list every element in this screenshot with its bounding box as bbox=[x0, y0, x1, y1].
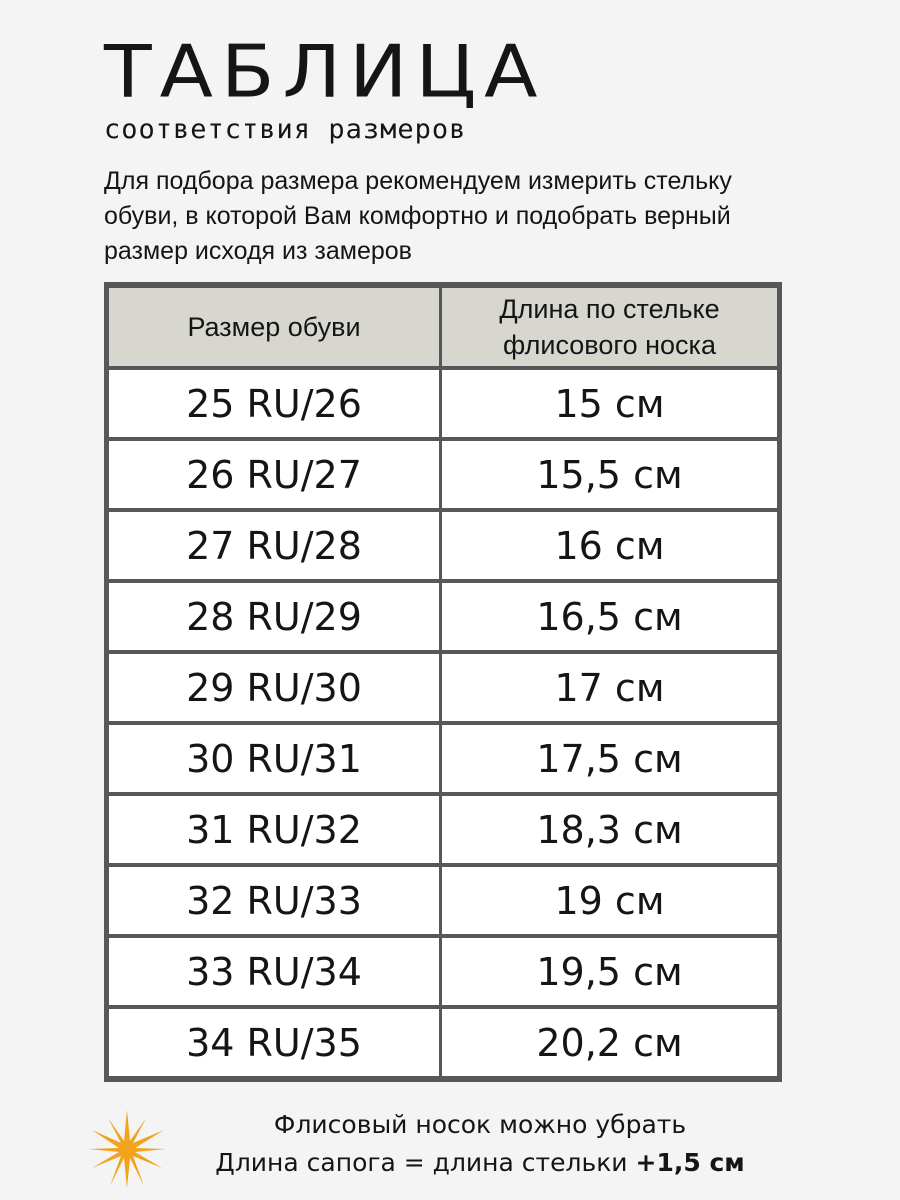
cell-shoe-size: 32 RU/33 bbox=[106, 867, 442, 934]
table-row bbox=[106, 1009, 780, 1076]
table-row bbox=[106, 370, 780, 437]
table-row bbox=[106, 512, 780, 579]
table-row bbox=[106, 654, 780, 721]
intro-text: Для подбора размера рекомендуем измерить стельку обуви, в которой Вам комфортно и подобрать верный размер исходя из замеров bbox=[104, 167, 732, 265]
cell-shoe-size: 31 RU/32 bbox=[106, 796, 442, 863]
table-row bbox=[106, 938, 780, 1005]
cell-insole-length: 17 см bbox=[442, 654, 780, 721]
cell-insole-length: 17,5 см bbox=[442, 725, 780, 792]
cell-shoe-size: 28 RU/29 bbox=[106, 583, 442, 650]
formula-text: Длина сапога = длина стельки bbox=[215, 1148, 636, 1177]
cell-shoe-size: 34 RU/35 bbox=[106, 1009, 442, 1076]
cell-insole-length: 18,3 см bbox=[442, 796, 780, 863]
cell-shoe-size: 27 RU/28 bbox=[106, 512, 442, 579]
footer-note: Флисовый носок можно убрать bbox=[273, 1110, 687, 1139]
cell-insole-length: 16,5 см bbox=[442, 583, 780, 650]
cell-insole-length: 19,5 см bbox=[442, 938, 780, 1005]
cell-shoe-size: 33 RU/34 bbox=[106, 938, 442, 1005]
header-shoe-size: Размер обуви bbox=[106, 288, 442, 366]
table-body bbox=[106, 370, 780, 1076]
cell-shoe-size: 26 RU/27 bbox=[106, 441, 442, 508]
footer-notes bbox=[0, 1106, 900, 1182]
cell-insole-length: 15,5 см bbox=[442, 441, 780, 508]
page-title: ТАБЛИЦА bbox=[104, 31, 546, 115]
page-subtitle: соответствия размеров bbox=[104, 114, 467, 145]
cell-shoe-size: 30 RU/31 bbox=[106, 725, 442, 792]
cell-insole-length: 19 см bbox=[442, 867, 780, 934]
table-row bbox=[106, 441, 780, 508]
header-insole-length: Длина по стельке флисового носка bbox=[442, 288, 780, 366]
size-table bbox=[104, 282, 782, 1082]
formula-bold: +1,5 см bbox=[635, 1148, 745, 1177]
table-row bbox=[106, 725, 780, 792]
footer-formula bbox=[60, 1144, 900, 1182]
table-row bbox=[106, 796, 780, 863]
cell-shoe-size: 29 RU/30 bbox=[106, 654, 442, 721]
table-row bbox=[106, 867, 780, 934]
table-row bbox=[106, 583, 780, 650]
cell-insole-length: 20,2 см bbox=[442, 1009, 780, 1076]
cell-shoe-size: 25 RU/26 bbox=[106, 370, 442, 437]
cell-insole-length: 16 см bbox=[442, 512, 780, 579]
table-header-row bbox=[106, 288, 780, 366]
cell-insole-length: 15 см bbox=[442, 370, 780, 437]
